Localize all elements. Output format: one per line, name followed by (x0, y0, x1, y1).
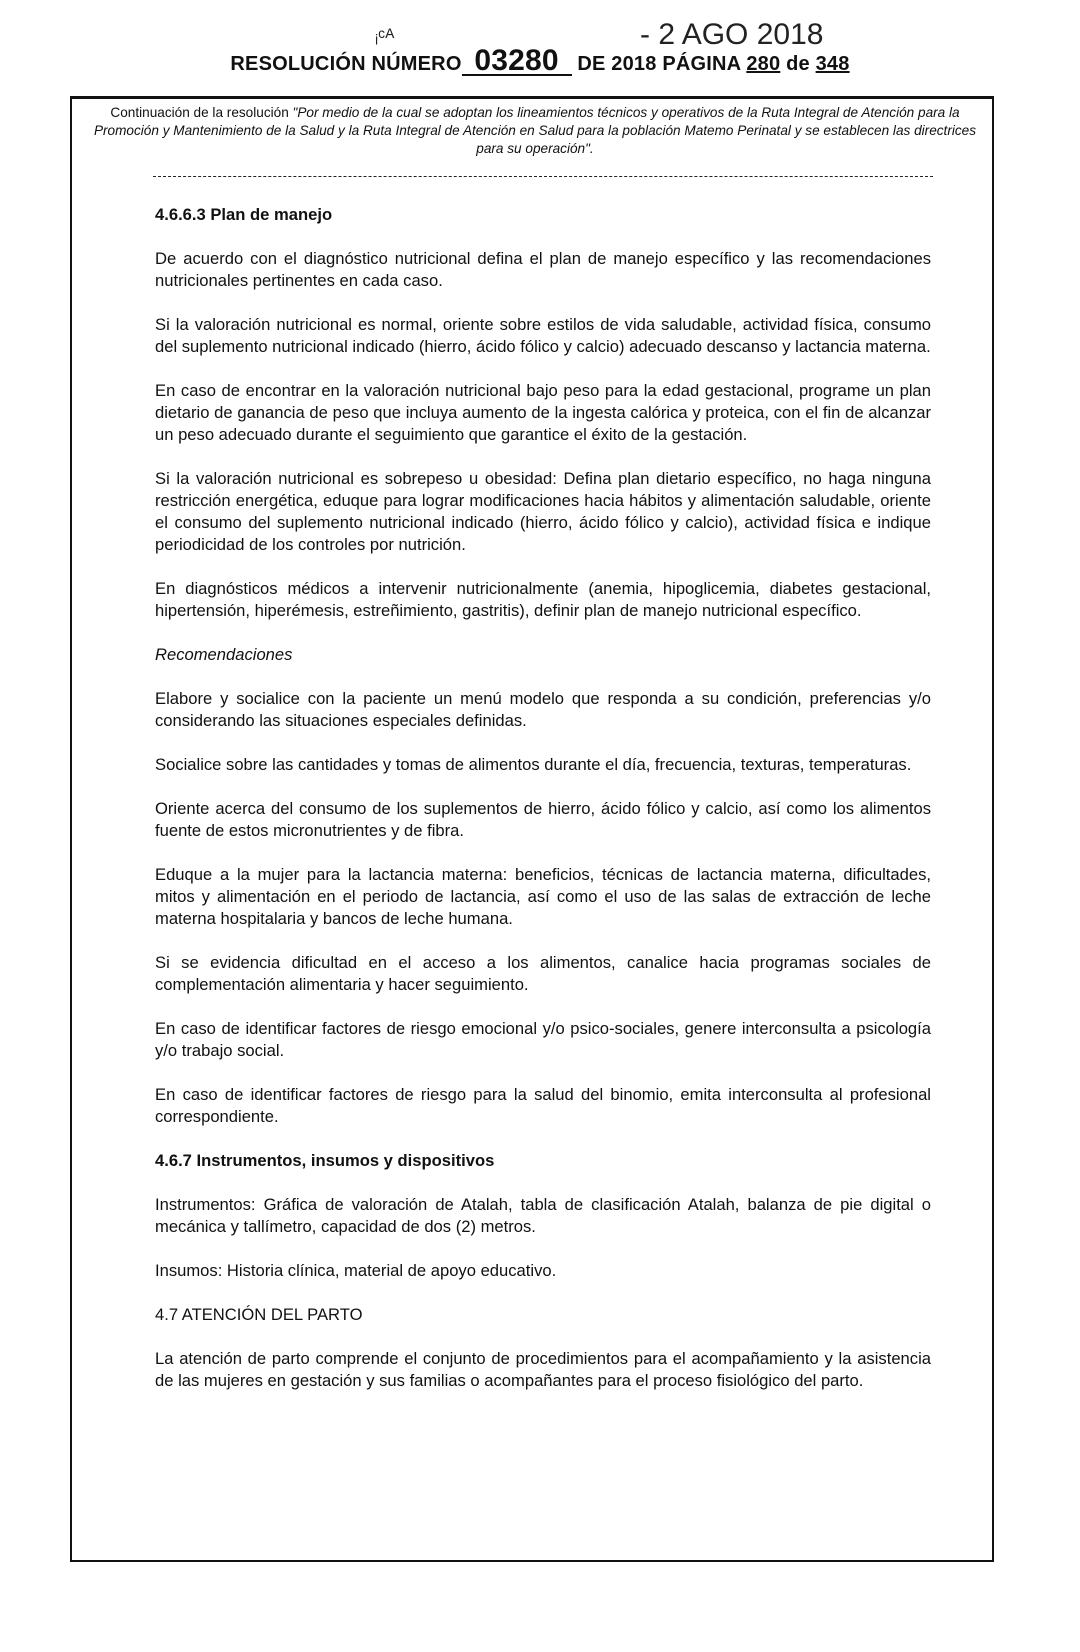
header-middle: DE 2018 PÁGINA (577, 53, 741, 75)
subtitle-quote: "Por medio de la cual se adoptan los lineamientos técnicos y operativos de la Ruta Integral de Atención para la Promoción y Mantenimiento de la Salud y la Ruta Integral de Atención en Salud para la población Matemo Perinatal y se establecen las directrices para su operación". (93, 105, 977, 156)
paragraph: Socialice sobre las cantidades y tomas de alimentos durante el día, frecuencia, texturas, temperaturas. (155, 755, 912, 774)
paragraph: Instrumentos: Gráfica de valoración de Atalah, tabla de clasificación Atalah, balanza de pie digital o mecánica y tallímetro, capacidad de dos (2) metros. (155, 1195, 931, 1236)
section-heading: 4.6.7 Instrumentos, insumos y dispositivos (155, 1151, 495, 1170)
page-number: 280 (746, 53, 781, 75)
resolution-number: 03280 (462, 48, 572, 76)
resolution-subtitle (80, 104, 990, 158)
page-total: 348 (815, 53, 850, 75)
subtitle-lead: Continuación de la resolución (110, 105, 293, 120)
paragraph: Si la valoración nutricional es normal, oriente sobre estilos de vida saludable, actividad física, consumo del suplemento nutricional indicado (hierro, ácido fólico y calcio) adecuado descanso y lactancia materna. (155, 315, 931, 356)
section-heading: 4.6.6.3 Plan de manejo (155, 205, 333, 224)
paragraph: Si se evidencia dificultad en el acceso a los alimentos, canalice hacia programas sociales de complementación alimentaria y hacer seguimiento. (155, 953, 931, 994)
subheading-recomendaciones: Recomendaciones (155, 645, 293, 664)
document-header (0, 44, 1080, 77)
document-body (155, 204, 931, 1414)
stamp-marks: ᵢᶜᴬ (375, 26, 395, 48)
section-heading: 4.7 ATENCIÓN DEL PARTO (155, 1305, 363, 1324)
header-de: de (786, 53, 810, 75)
paragraph: Si la valoración nutricional es sobrepeso u obesidad: Defina plan dietario específico, no haga ninguna restricción energética, eduque para lograr modificaciones hacia hábitos y alimentación saludable, oriente el consumo del suplemento nutricional indicado (hierro, ácido fólico y calcio), actividad física e indique periodicidad de los controles por nutrición. (155, 469, 931, 554)
paragraph: En caso de identificar factores de riesgo emocional y/o psico-sociales, genere interconsulta a psicología y/o trabajo social. (155, 1019, 931, 1060)
paragraph: En caso de identificar factores de riesgo para la salud del binomio, emita interconsulta al profesional correspondiente. (155, 1085, 931, 1126)
header-prefix: RESOLUCIÓN NÚMERO (230, 53, 462, 75)
paragraph: En diagnósticos médicos a intervenir nutricionalmente (anemia, hipoglicemia, diabetes gestacional, hipertensión, hiperémesis, estreñimiento, gastritis), definir plan de manejo nutricional específico. (155, 579, 931, 620)
paragraph: Oriente acerca del consumo de los suplementos de hierro, ácido fólico y calcio, así como los alimentos fuente de estos micronutrientes y de fibra. (155, 799, 931, 840)
paragraph: La atención de parto comprende el conjunto de procedimientos para el acompañamiento y la asistencia de las mujeres en gestación y sus familias o acompañantes para el proceso fisiológico del parto. (155, 1349, 931, 1390)
paragraph: En caso de encontrar en la valoración nutricional bajo peso para la edad gestacional, programe un plan dietario de ganancia de peso que incluya aumento de la ingesta calórica y proteica, con el fin de alcanzar un peso adecuado durante el seguimiento que garantice el éxito de la gestación. (155, 381, 931, 444)
stamp-date: - 2 AGO 2018 (640, 18, 824, 51)
paragraph: Eduque a la mujer para la lactancia materna: beneficios, técnicas de lactancia materna, dificultades, mitos y alimentación en el periodo de lactancia, así como el uso de las salas de extracción de leche materna hospitalaria y bancos de leche humana. (155, 865, 931, 928)
dashed-divider (153, 176, 933, 177)
paragraph: De acuerdo con el diagnóstico nutricional defina el plan de manejo específico y las recomendaciones nutricionales pertinentes en cada caso. (155, 249, 931, 290)
paragraph: Insumos: Historia clínica, material de apoyo educativo. (155, 1261, 557, 1280)
paragraph: Elabore y socialice con la paciente un menú modelo que responda a su condición, preferencias y/o considerando las situaciones especiales definidas. (155, 689, 931, 730)
